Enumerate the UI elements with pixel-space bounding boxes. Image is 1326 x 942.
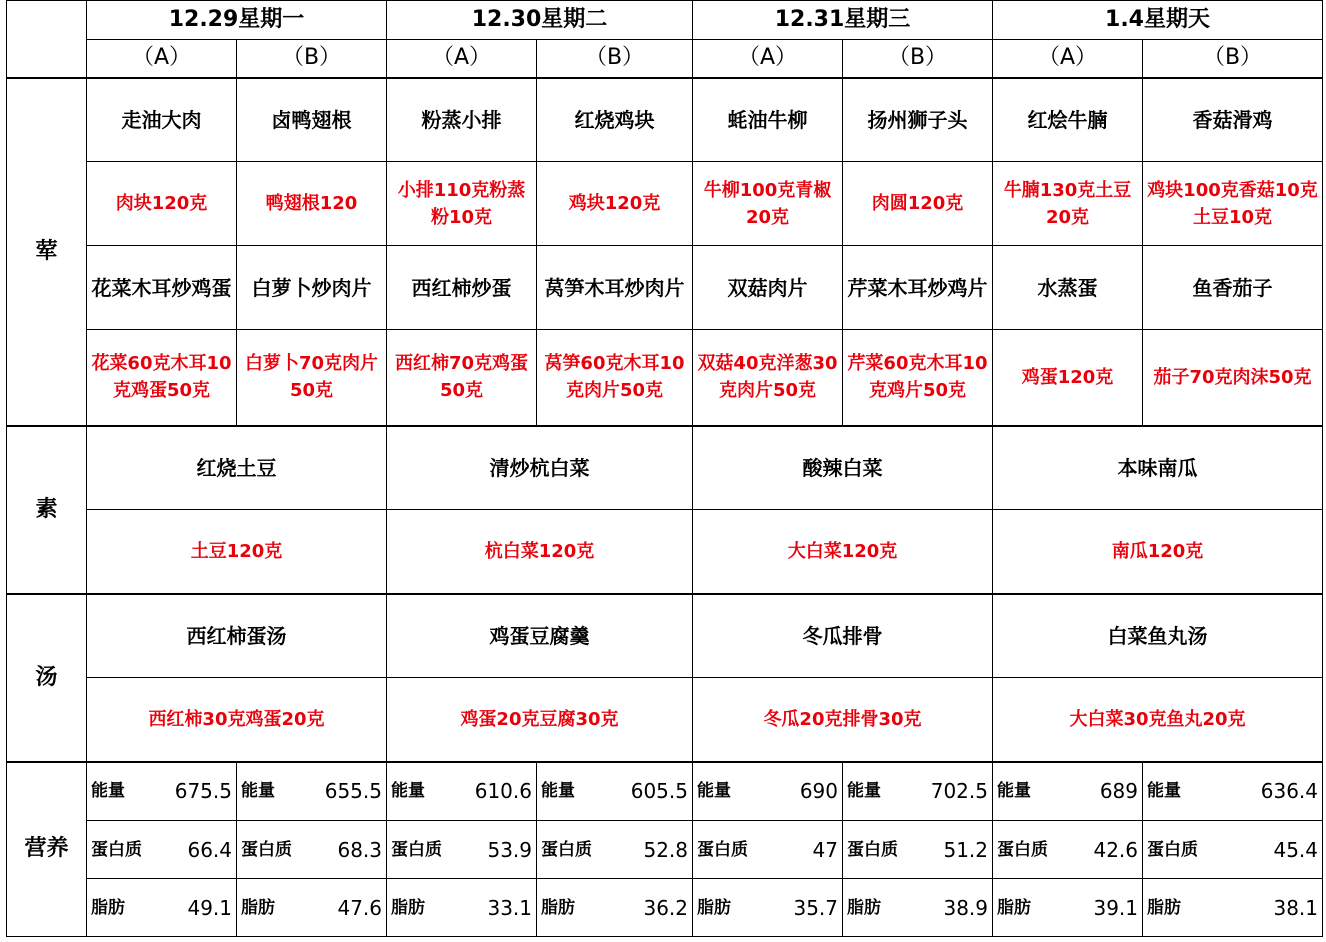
category-veg: 素 <box>7 426 87 594</box>
energy-label: 能量 <box>391 781 425 802</box>
energy-label: 能量 <box>541 781 575 802</box>
nutrition-cell <box>387 762 537 821</box>
nutrition-cell <box>87 879 237 937</box>
dish-cell: 扬州狮子头 <box>843 78 993 162</box>
nutrition-cell <box>693 879 843 937</box>
day-header: 12.29星期一 <box>87 1 387 40</box>
energy-label: 能量 <box>241 781 275 802</box>
meat-ingredient-row-1 <box>7 162 1323 246</box>
nutrition-cell <box>87 821 237 879</box>
fat-value: 49.1 <box>187 895 232 920</box>
veg-ingredient-row <box>7 510 1323 594</box>
fat-label: 脂肪 <box>697 897 731 918</box>
dish-cell: 走油大肉 <box>87 78 237 162</box>
fat-label: 脂肪 <box>997 897 1031 918</box>
energy-value: 636.4 <box>1260 779 1319 804</box>
nutrition-cell <box>993 879 1143 937</box>
protein-label: 蛋白质 <box>997 839 1048 860</box>
fat-label: 脂肪 <box>541 897 575 918</box>
ingredient-cell: 杭白菜120克 <box>387 510 693 594</box>
soup-dish-row <box>7 594 1323 678</box>
nutrition-cell <box>993 762 1143 821</box>
energy-value: 675.5 <box>174 779 232 804</box>
nutrition-cell <box>843 879 993 937</box>
dish-cell: 莴笋木耳炒肉片 <box>537 246 693 330</box>
ingredient-cell: 鸡蛋20克豆腐30克 <box>387 678 693 762</box>
energy-label: 能量 <box>697 781 731 802</box>
ingredient-cell: 莴笋60克木耳10克肉片50克 <box>537 330 693 426</box>
fat-label: 脂肪 <box>91 897 125 918</box>
energy-label: 能量 <box>847 781 881 802</box>
dish-cell: 红烧鸡块 <box>537 78 693 162</box>
dish-cell: 蚝油牛柳 <box>693 78 843 162</box>
protein-label: 蛋白质 <box>241 839 292 860</box>
nutrition-cell <box>843 762 993 821</box>
day-header: 12.31星期三 <box>693 1 993 40</box>
protein-value: 53.9 <box>487 837 532 862</box>
ingredient-cell: 大白菜30克鱼丸20克 <box>993 678 1323 762</box>
dish-cell: 芹菜木耳炒鸡片 <box>843 246 993 330</box>
meat-ingredient-row-2 <box>7 330 1323 426</box>
nutrition-cell <box>237 762 387 821</box>
dish-cell: 西红柿炒蛋 <box>387 246 537 330</box>
energy-value: 605.5 <box>630 779 688 804</box>
category-meat: 荤 <box>7 78 87 426</box>
ingredient-cell: 牛柳100克青椒20克 <box>693 162 843 246</box>
meat-dish-row-1 <box>7 78 1323 162</box>
ingredient-cell: 大白菜120克 <box>693 510 993 594</box>
fat-value: 33.1 <box>487 895 532 920</box>
ingredient-cell: 小排110克粉蒸粉10克 <box>387 162 537 246</box>
energy-value: 655.5 <box>324 779 382 804</box>
nutrition-cell <box>693 762 843 821</box>
ingredient-cell: 肉圆120克 <box>843 162 993 246</box>
soup-ingredient-row <box>7 678 1323 762</box>
dish-cell: 鸡蛋豆腐羹 <box>387 594 693 678</box>
dish-cell: 粉蒸小排 <box>387 78 537 162</box>
dish-cell: 双菇肉片 <box>693 246 843 330</box>
dish-cell: 水蒸蛋 <box>993 246 1143 330</box>
nutrition-cell <box>1143 879 1323 937</box>
energy-value: 690 <box>799 779 838 804</box>
dish-cell: 鱼香茄子 <box>1143 246 1323 330</box>
option-header: （B） <box>1143 40 1323 78</box>
fat-value: 35.7 <box>793 895 838 920</box>
nutrition-energy-row <box>7 762 1323 821</box>
protein-label: 蛋白质 <box>91 839 142 860</box>
day-header: 1.4星期天 <box>993 1 1323 40</box>
category-nutrition: 营养 <box>7 762 87 937</box>
fat-label: 脂肪 <box>847 897 881 918</box>
protein-value: 51.2 <box>943 837 988 862</box>
ingredient-cell: 鸡块100克香菇10克土豆10克 <box>1143 162 1323 246</box>
nutrition-cell <box>843 821 993 879</box>
ingredient-cell: 牛腩130克土豆20克 <box>993 162 1143 246</box>
protein-value: 52.8 <box>643 837 688 862</box>
energy-value: 689 <box>1099 779 1138 804</box>
ingredient-cell: 鸡蛋120克 <box>993 330 1143 426</box>
energy-label: 能量 <box>91 781 125 802</box>
option-header: （A） <box>993 40 1143 78</box>
nutrition-cell <box>537 762 693 821</box>
fat-label: 脂肪 <box>1147 897 1181 918</box>
ingredient-cell: 西红柿30克鸡蛋20克 <box>87 678 387 762</box>
ingredient-cell: 南瓜120克 <box>993 510 1323 594</box>
nutrition-fat-row <box>7 879 1323 937</box>
option-header-row <box>7 40 1323 78</box>
day-header-row <box>7 1 1323 40</box>
dish-cell: 红烧土豆 <box>87 426 387 510</box>
nutrition-cell <box>693 821 843 879</box>
option-header: （A） <box>87 40 237 78</box>
category-soup: 汤 <box>7 594 87 762</box>
ingredient-cell: 土豆120克 <box>87 510 387 594</box>
dish-cell: 白萝卜炒肉片 <box>237 246 387 330</box>
ingredient-cell: 双菇40克洋葱30克肉片50克 <box>693 330 843 426</box>
nutrition-cell <box>387 821 537 879</box>
option-header: （B） <box>843 40 993 78</box>
corner-cell <box>7 1 87 78</box>
nutrition-cell <box>993 821 1143 879</box>
dish-cell: 西红柿蛋汤 <box>87 594 387 678</box>
protein-value: 68.3 <box>337 837 382 862</box>
nutrition-cell <box>237 821 387 879</box>
ingredient-cell: 西红柿70克鸡蛋50克 <box>387 330 537 426</box>
protein-value: 47 <box>812 837 838 862</box>
dish-cell: 本味南瓜 <box>993 426 1323 510</box>
protein-label: 蛋白质 <box>541 839 592 860</box>
nutrition-cell <box>537 879 693 937</box>
ingredient-cell: 白萝卜70克肉片50克 <box>237 330 387 426</box>
energy-value: 610.6 <box>474 779 532 804</box>
dish-cell: 红烩牛腩 <box>993 78 1143 162</box>
option-header: （B） <box>537 40 693 78</box>
option-header: （A） <box>693 40 843 78</box>
energy-label: 能量 <box>997 781 1031 802</box>
day-header: 12.30星期二 <box>387 1 693 40</box>
protein-value: 66.4 <box>187 837 232 862</box>
fat-value: 47.6 <box>337 895 382 920</box>
weekly-menu-table <box>6 0 1323 937</box>
protein-label: 蛋白质 <box>391 839 442 860</box>
option-header: （A） <box>387 40 537 78</box>
nutrition-cell <box>1143 821 1323 879</box>
nutrition-cell <box>387 879 537 937</box>
protein-label: 蛋白质 <box>697 839 748 860</box>
nutrition-cell <box>537 821 693 879</box>
option-header: （B） <box>237 40 387 78</box>
dish-cell: 白菜鱼丸汤 <box>993 594 1323 678</box>
dish-cell: 卤鸭翅根 <box>237 78 387 162</box>
protein-value: 42.6 <box>1093 837 1138 862</box>
protein-label: 蛋白质 <box>1147 839 1198 860</box>
nutrition-cell <box>237 879 387 937</box>
energy-label: 能量 <box>1147 781 1181 802</box>
dish-cell: 清炒杭白菜 <box>387 426 693 510</box>
ingredient-cell: 花菜60克木耳10克鸡蛋50克 <box>87 330 237 426</box>
ingredient-cell: 冬瓜20克排骨30克 <box>693 678 993 762</box>
fat-label: 脂肪 <box>391 897 425 918</box>
ingredient-cell: 肉块120克 <box>87 162 237 246</box>
ingredient-cell: 鸭翅根120 <box>237 162 387 246</box>
nutrition-cell <box>87 762 237 821</box>
ingredient-cell: 芹菜60克木耳10克鸡片50克 <box>843 330 993 426</box>
energy-value: 702.5 <box>930 779 988 804</box>
fat-value: 36.2 <box>643 895 688 920</box>
nutrition-cell <box>1143 762 1323 821</box>
fat-value: 39.1 <box>1093 895 1138 920</box>
dish-cell: 花菜木耳炒鸡蛋 <box>87 246 237 330</box>
dish-cell: 冬瓜排骨 <box>693 594 993 678</box>
dish-cell: 酸辣白菜 <box>693 426 993 510</box>
protein-label: 蛋白质 <box>847 839 898 860</box>
protein-value: 45.4 <box>1273 837 1319 862</box>
meat-dish-row-2 <box>7 246 1323 330</box>
fat-label: 脂肪 <box>241 897 275 918</box>
fat-value: 38.1 <box>1273 895 1319 920</box>
ingredient-cell: 茄子70克肉沫50克 <box>1143 330 1323 426</box>
veg-dish-row <box>7 426 1323 510</box>
nutrition-protein-row <box>7 821 1323 879</box>
dish-cell: 香菇滑鸡 <box>1143 78 1323 162</box>
ingredient-cell: 鸡块120克 <box>537 162 693 246</box>
fat-value: 38.9 <box>943 895 988 920</box>
